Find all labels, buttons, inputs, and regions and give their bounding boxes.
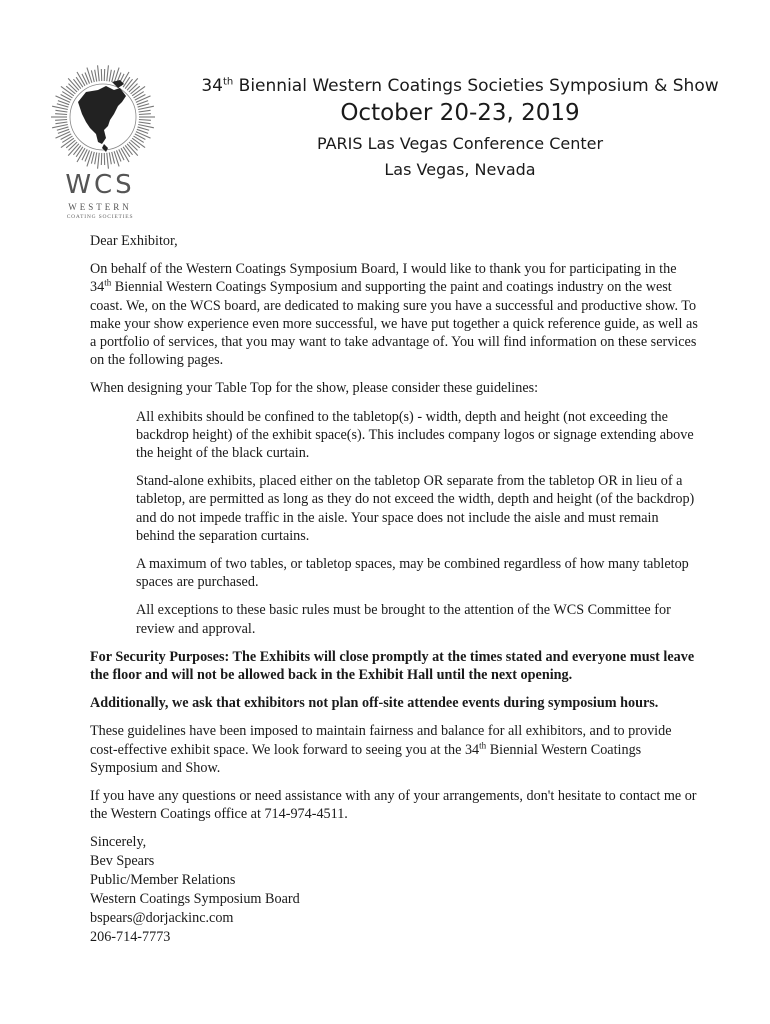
signer-email[interactable]: bspears@dorjackinc.com [90, 910, 234, 927]
signer-role: Public/Member Relations [90, 872, 236, 889]
questions-paragraph: If you have any questions or need assistance with any of your arrangements, don't hesitate to contact me or the Western Coatings office at 714-974-4511. [90, 788, 697, 823]
signoff: Sincerely, [90, 834, 147, 851]
event-venue: PARIS Las Vegas Conference Center [316, 134, 604, 153]
signer-phone: 206-714-7773 [90, 929, 171, 946]
closing-paragraph: These guidelines have been imposed to maintain fairness and balance for all exhibitors, and to provide cost-effective exhibit space. We look forward to seeing you at the 34th Biennial Western Coatings Symposium and Show. [90, 723, 672, 776]
logo-word: WESTERN [68, 202, 132, 212]
offsite-notice: Additionally, we ask that exhibitors not plan off-site attendee events during symposium hours. [90, 695, 659, 712]
logo-subtitle: COATING SOCIETIES [66, 214, 134, 220]
signer-org: Western Coatings Symposium Board [90, 891, 300, 908]
guideline-item: Stand-alone exhibits, placed either on the tabletop OR separate from the tabletop OR in lieu of a tabletop, are permitted as long as they do not exceed the width, depth and height (of the backdrop) and do not impede traffic in the aisle. Your space does not include the aisle and must remain behind the separation curtains. [136, 473, 695, 544]
wcs-logo [48, 62, 158, 227]
guideline-item: A maximum of two tables, or tabletop spaces, may be combined regardless of how many tabletop spaces are purchased. [136, 556, 689, 591]
guideline-item: All exceptions to these basic rules must be brought to the attention of the WCS Committee for review and approval. [136, 602, 671, 637]
logo-letters: WCS [65, 170, 135, 200]
event-date: October 20-23, 2019 [340, 100, 580, 126]
north-america-globe-icon [48, 62, 158, 172]
guidelines-intro: When designing your Table Top for the show, please consider these guidelines: [90, 380, 539, 397]
greeting: Dear Exhibitor, [90, 233, 178, 249]
security-notice: For Security Purposes: The Exhibits will close promptly at the times stated and everyone must leave the floor and will not be allowed back in the Exhibit Hall until the next opening. [90, 648, 695, 684]
event-title: 34th Biennial Western Coatings Societies Symposium & Show [201, 76, 719, 96]
event-city: Las Vegas, Nevada [384, 160, 536, 179]
signer-name: Bev Spears [90, 853, 155, 870]
intro-paragraph: On behalf of the Western Coatings Symposium Board, I would like to thank you for participating in the 34th Biennial Western Coatings Symposium and supporting the paint and coatings industry on the west coast. We, on the WCS board, are dedicated to making sure you have a successful and productive show. To make your show experience even more successful, we have put together a quick reference guide, as well as a portfolio of services, that you may want to take advantage of. You will find information on these services on the following pages. [90, 261, 698, 369]
guideline-item: All exhibits should be confined to the tabletop(s) - width, depth and height (not exceeding the backdrop height) of the exhibit space(s). This includes company logos or signage extending above the height of the black curtain. [136, 408, 694, 462]
letter-body [90, 232, 700, 947]
signature-block [90, 833, 700, 947]
